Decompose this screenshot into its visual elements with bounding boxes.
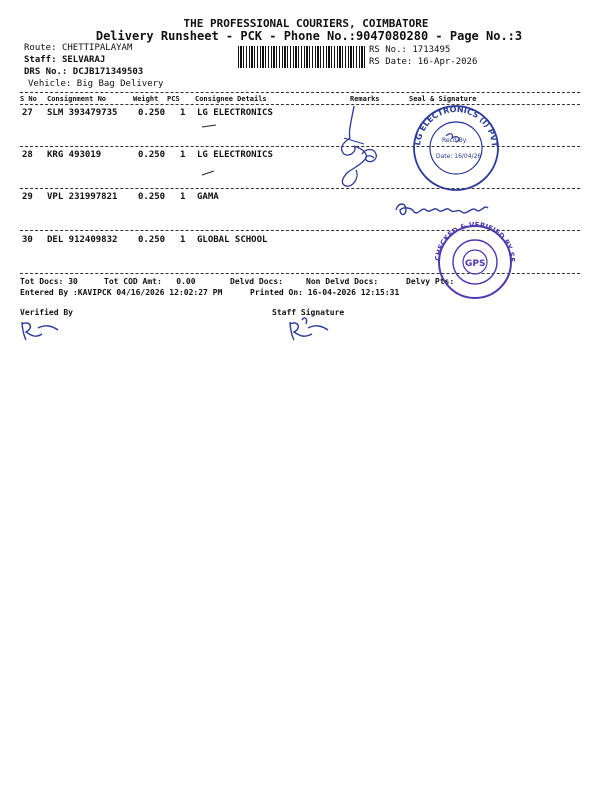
verified-by-signature [18, 318, 78, 344]
lg-stamp-recd: Recd By: [442, 137, 468, 144]
staff-value: SELVARAJ [61, 55, 106, 65]
remark-signature-scribble [330, 98, 390, 193]
row-consignment: DEL 912409832 [47, 235, 118, 245]
row-weight: 0.250 [138, 192, 166, 202]
route-value: CHETTIPALAYAM [61, 43, 133, 53]
row-weight: 0.250 [138, 235, 166, 245]
gps-stamp-center: GPS [465, 259, 486, 269]
drs-label: DRS No.: [24, 67, 68, 77]
row-consignment: VPL 231997821 [47, 192, 118, 202]
tot-cod-label: Tot COD Amt: [104, 277, 162, 286]
row-weight: 0.250 [138, 150, 166, 160]
row-consignee: GLOBAL SCHOOL [197, 235, 268, 245]
row-consignee: LG ELECTRONICS [197, 108, 273, 118]
row-consignment: KRG 493019 [47, 150, 102, 160]
staff-signature-mark [286, 316, 346, 344]
row-pcs: 1 [180, 235, 186, 245]
vehicle-line [28, 79, 163, 89]
drs-line [24, 67, 143, 77]
col-consignee: Consignee Details [195, 95, 267, 103]
drs-value: DCJB171349503 [72, 67, 144, 77]
row-pcs: 1 [180, 108, 186, 118]
row-weight: 0.250 [138, 108, 166, 118]
gps-stamp-arc-text: CHECKED & VERIFIED BY SECURITY [427, 216, 517, 263]
gps-security-stamp [427, 216, 520, 298]
rs-no-line [369, 45, 450, 55]
entered-by: Entered By :KAVIPCK 04/16/2026 12:02:27 PM [20, 288, 223, 297]
row-pcs: 1 [180, 192, 186, 202]
row-consignee: LG ELECTRONICS [197, 150, 273, 160]
handwritten-tick [200, 122, 220, 130]
delvd-docs-label: Delvd Docs: [230, 277, 283, 286]
row-consignee: GAMA [197, 192, 219, 202]
route-line [24, 43, 132, 53]
row-sno: 28 [22, 150, 33, 160]
vehicle-label: Vehicle: [28, 79, 72, 89]
row-sno: 29 [22, 192, 33, 202]
rs-no-label: RS No.: [369, 45, 407, 55]
staff-line [24, 55, 105, 65]
table-top-rule [20, 92, 580, 93]
printed-on: Printed On: 16-04-2026 12:15:31 [250, 288, 400, 297]
lg-stamp-arc-text: LG ELECTRONICS (I) PVT LTD. CBE [402, 97, 500, 148]
tot-cod [104, 277, 196, 286]
col-pcs: PCS [167, 95, 180, 103]
rs-date-label: RS Date: [369, 57, 413, 67]
row-sno: 30 [22, 235, 33, 245]
rs-no-value: 1713495 [412, 45, 451, 55]
route-label: Route: [24, 43, 57, 53]
staff-signature-label: Staff Signature [272, 308, 345, 317]
runsheet-title: Delivery Runsheet - PCK - Phone No.:9047080280 - Page No.:3 [95, 29, 523, 43]
tot-docs-value: 30 [68, 277, 78, 286]
col-seal-signature: Seal & Signature [409, 95, 477, 103]
row-sno: 27 [22, 108, 33, 118]
row29-signature [392, 196, 492, 222]
delvy-pts-label: Delvy Pts: [406, 277, 455, 286]
col-weight: Weight [133, 95, 159, 103]
vehicle-value: Big Bag Delivery [76, 79, 164, 89]
verified-by-label: Verified By [20, 308, 73, 317]
company-title: THE PROFESSIONAL COURIERS, COIMBATORE [183, 17, 429, 30]
rs-date-line [369, 57, 477, 67]
tot-docs [20, 277, 78, 286]
rs-date-value: 16-Apr-2026 [417, 57, 478, 67]
svg-text:CHECKED & VERIFIED BY SECURITY [426, 216, 516, 263]
col-remarks: Remarks [350, 95, 380, 103]
tot-cod-value: 0.00 [176, 277, 196, 286]
col-consignment: Consignment No [47, 95, 107, 103]
col-sno: S No [20, 95, 37, 103]
row-consignment: SLM 393479735 [47, 108, 118, 118]
tot-docs-label: Tot Docs: [20, 277, 64, 286]
non-delvd-docs-label: Non Delvd Docs: [306, 277, 379, 286]
handwritten-tick [200, 168, 220, 178]
barcode [238, 46, 366, 68]
row-pcs: 1 [180, 150, 186, 160]
staff-label: Staff: [24, 55, 57, 65]
lg-stamp-date: Date: 16/04/26 [436, 153, 482, 160]
